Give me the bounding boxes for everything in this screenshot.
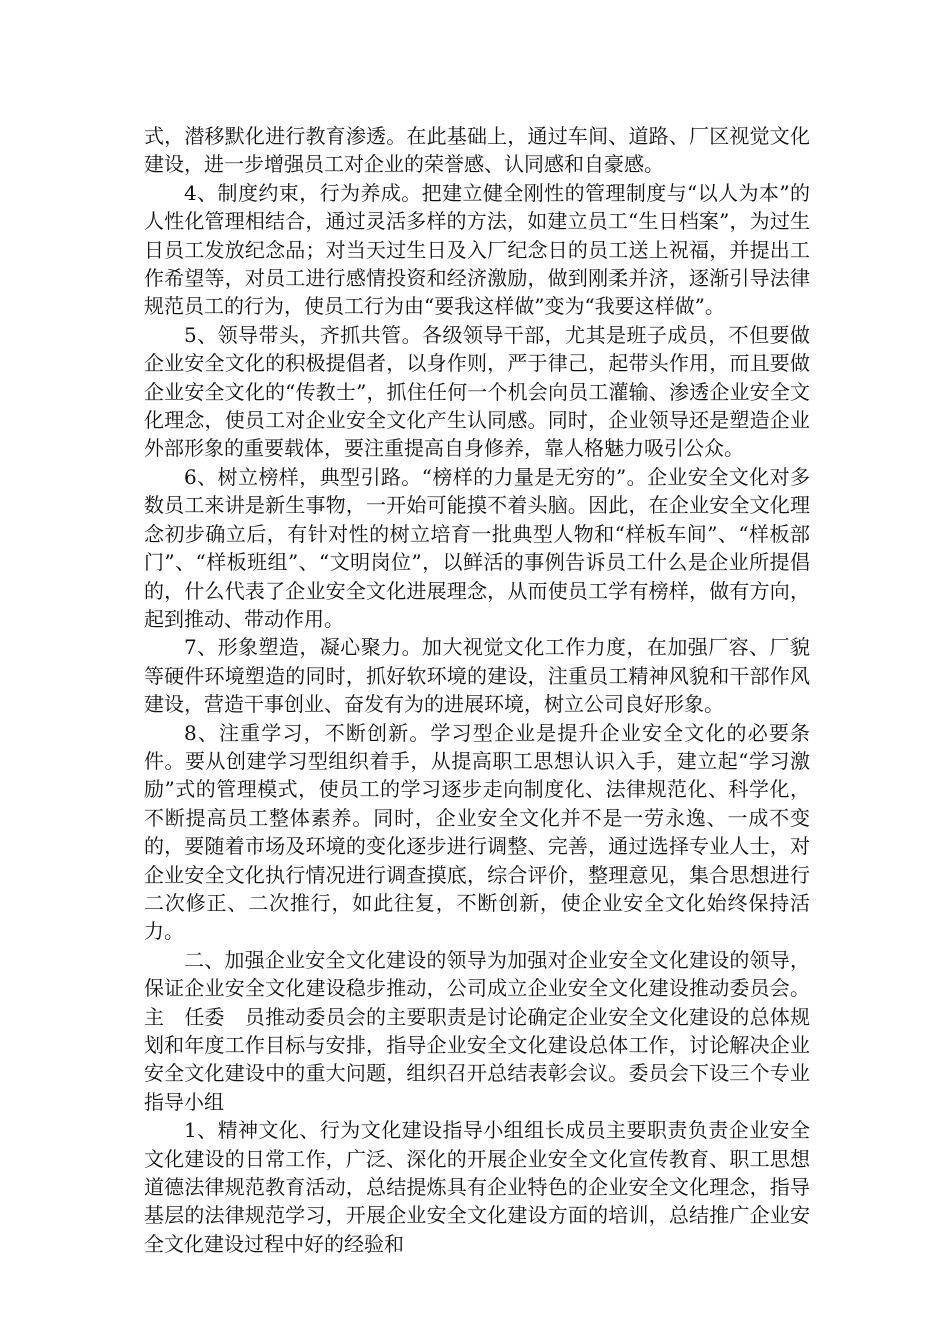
paragraph-item-8-learning-innovation: 8、注重学习，不断创新。学习型企业是提升企业安全文化的必要条件。要从创建学习型组织着手，从提高职工思想认识入手，建立起“学习激励”式的管理模式，使员工的学习逐步走向制度化、法律规范化、科学化，不断提高员工整体素养。同时，企业安全文化并不是一劳永逸、一成不变的，要随着市场及环境的变化逐步进行调整、完善，通过选择专业人士，对企业安全文化执行情况进行调查摸底，综合评价，整理意见，集合思想进行二次修正、二次推行，如此往复，不断创新，使企业安全文化始终保持活力。 — [144, 720, 810, 944]
paragraph-section-2-leadership: 二、加强企业安全文化建设的领导为加强对企业安全文化建设的领导，保证企业安全文化建设稳步推动，公司成立企业安全文化建设推动委员会。主 任委 员推动委员会的主要职责是讨论确定企业安全文化建设的总体规划和年度工作目标与安排，指导企业安全文化建设总体工作，讨论解决企业安全文化建设中的重大问题，组织召开总结表彰会议。委员会下设三个专业指导小组 — [144, 947, 810, 1114]
document-page — [144, 122, 810, 1258]
paragraph-item-4-institutional-constraint: 4、制度约束，行为养成。把建立健全刚性的管理制度与“以人为本”的人性化管理相结合，通过灵活多样的方法，如建立员工“生日档案”，为过生日员工发放纪念品；对当天过生日及入厂纪念日的员工送上祝福，并提出工作希望等，对员工进行感情投资和经济激励，做到刚柔并济，逐渐引导法律规范员工的行为，使员工行为由“要我这样做”变为“我要这样做”。 — [144, 180, 810, 319]
paragraph-item-5-leadership: 5、领导带头，齐抓共管。各级领导干部，尤其是班子成员，不但要做企业安全文化的积极提倡者，以身作则，严于律己，起带头作用，而且要做企业安全文化的“传教士”，抓住任何一个机会向员工灌输、渗透企业安全文化理念，使员工对企业安全文化产生认同感。同时，企业领导还是塑造企业外部形象的重要载体，要注重提高自身修养，靠人格魅力吸引公众。 — [144, 322, 810, 461]
paragraph-group-1-culture-guidance: 1、精神文化、行为文化建设指导小组组长成员主要职责负责企业安全文化建设的日常工作，广泛、深化的开展企业安全文化宣传教育、职工思想道德法律规范教育活动，总结提炼具有企业特色的企业安全文化理念，指导基层的法律规范学习，开展企业安全文化建设方面的培训，总结推广企业安全文化建设过程中好的经验和 — [144, 1118, 810, 1256]
paragraph-item-7-image-building: 7、形象塑造，凝心聚力。加大视觉文化工作力度，在加强厂容、厂貌等硬件环境塑造的同时，抓好软环境的建设，注重员工精神风貌和干部作风建设，营造干事创业、奋发有为的进展环境，树立公司良好形象。 — [144, 635, 810, 717]
paragraph-item-6-role-models: 6、树立榜样，典型引路。“榜样的力量是无穷的”。企业安全文化对多数员工来讲是新生事物，一开始可能摸不着头脑。因此，在企业安全文化理念初步确立后，有针对性的树立培育一批典型人物和“样板车间”、“样板部门”、“样板班组”、“文明岗位”，以鲜活的事例告诉员工什么是企业所提倡的，什么代表了企业安全文化进展理念，从而使员工学有榜样，做有方向，起到推动、带动作用。 — [144, 464, 810, 631]
paragraph-continuation: 式，潜移默化进行教育渗透。在此基础上，通过车间、道路、厂区视觉文化建设，进一步增强员工对企业的荣誉感、认同感和自豪感。 — [144, 124, 810, 177]
